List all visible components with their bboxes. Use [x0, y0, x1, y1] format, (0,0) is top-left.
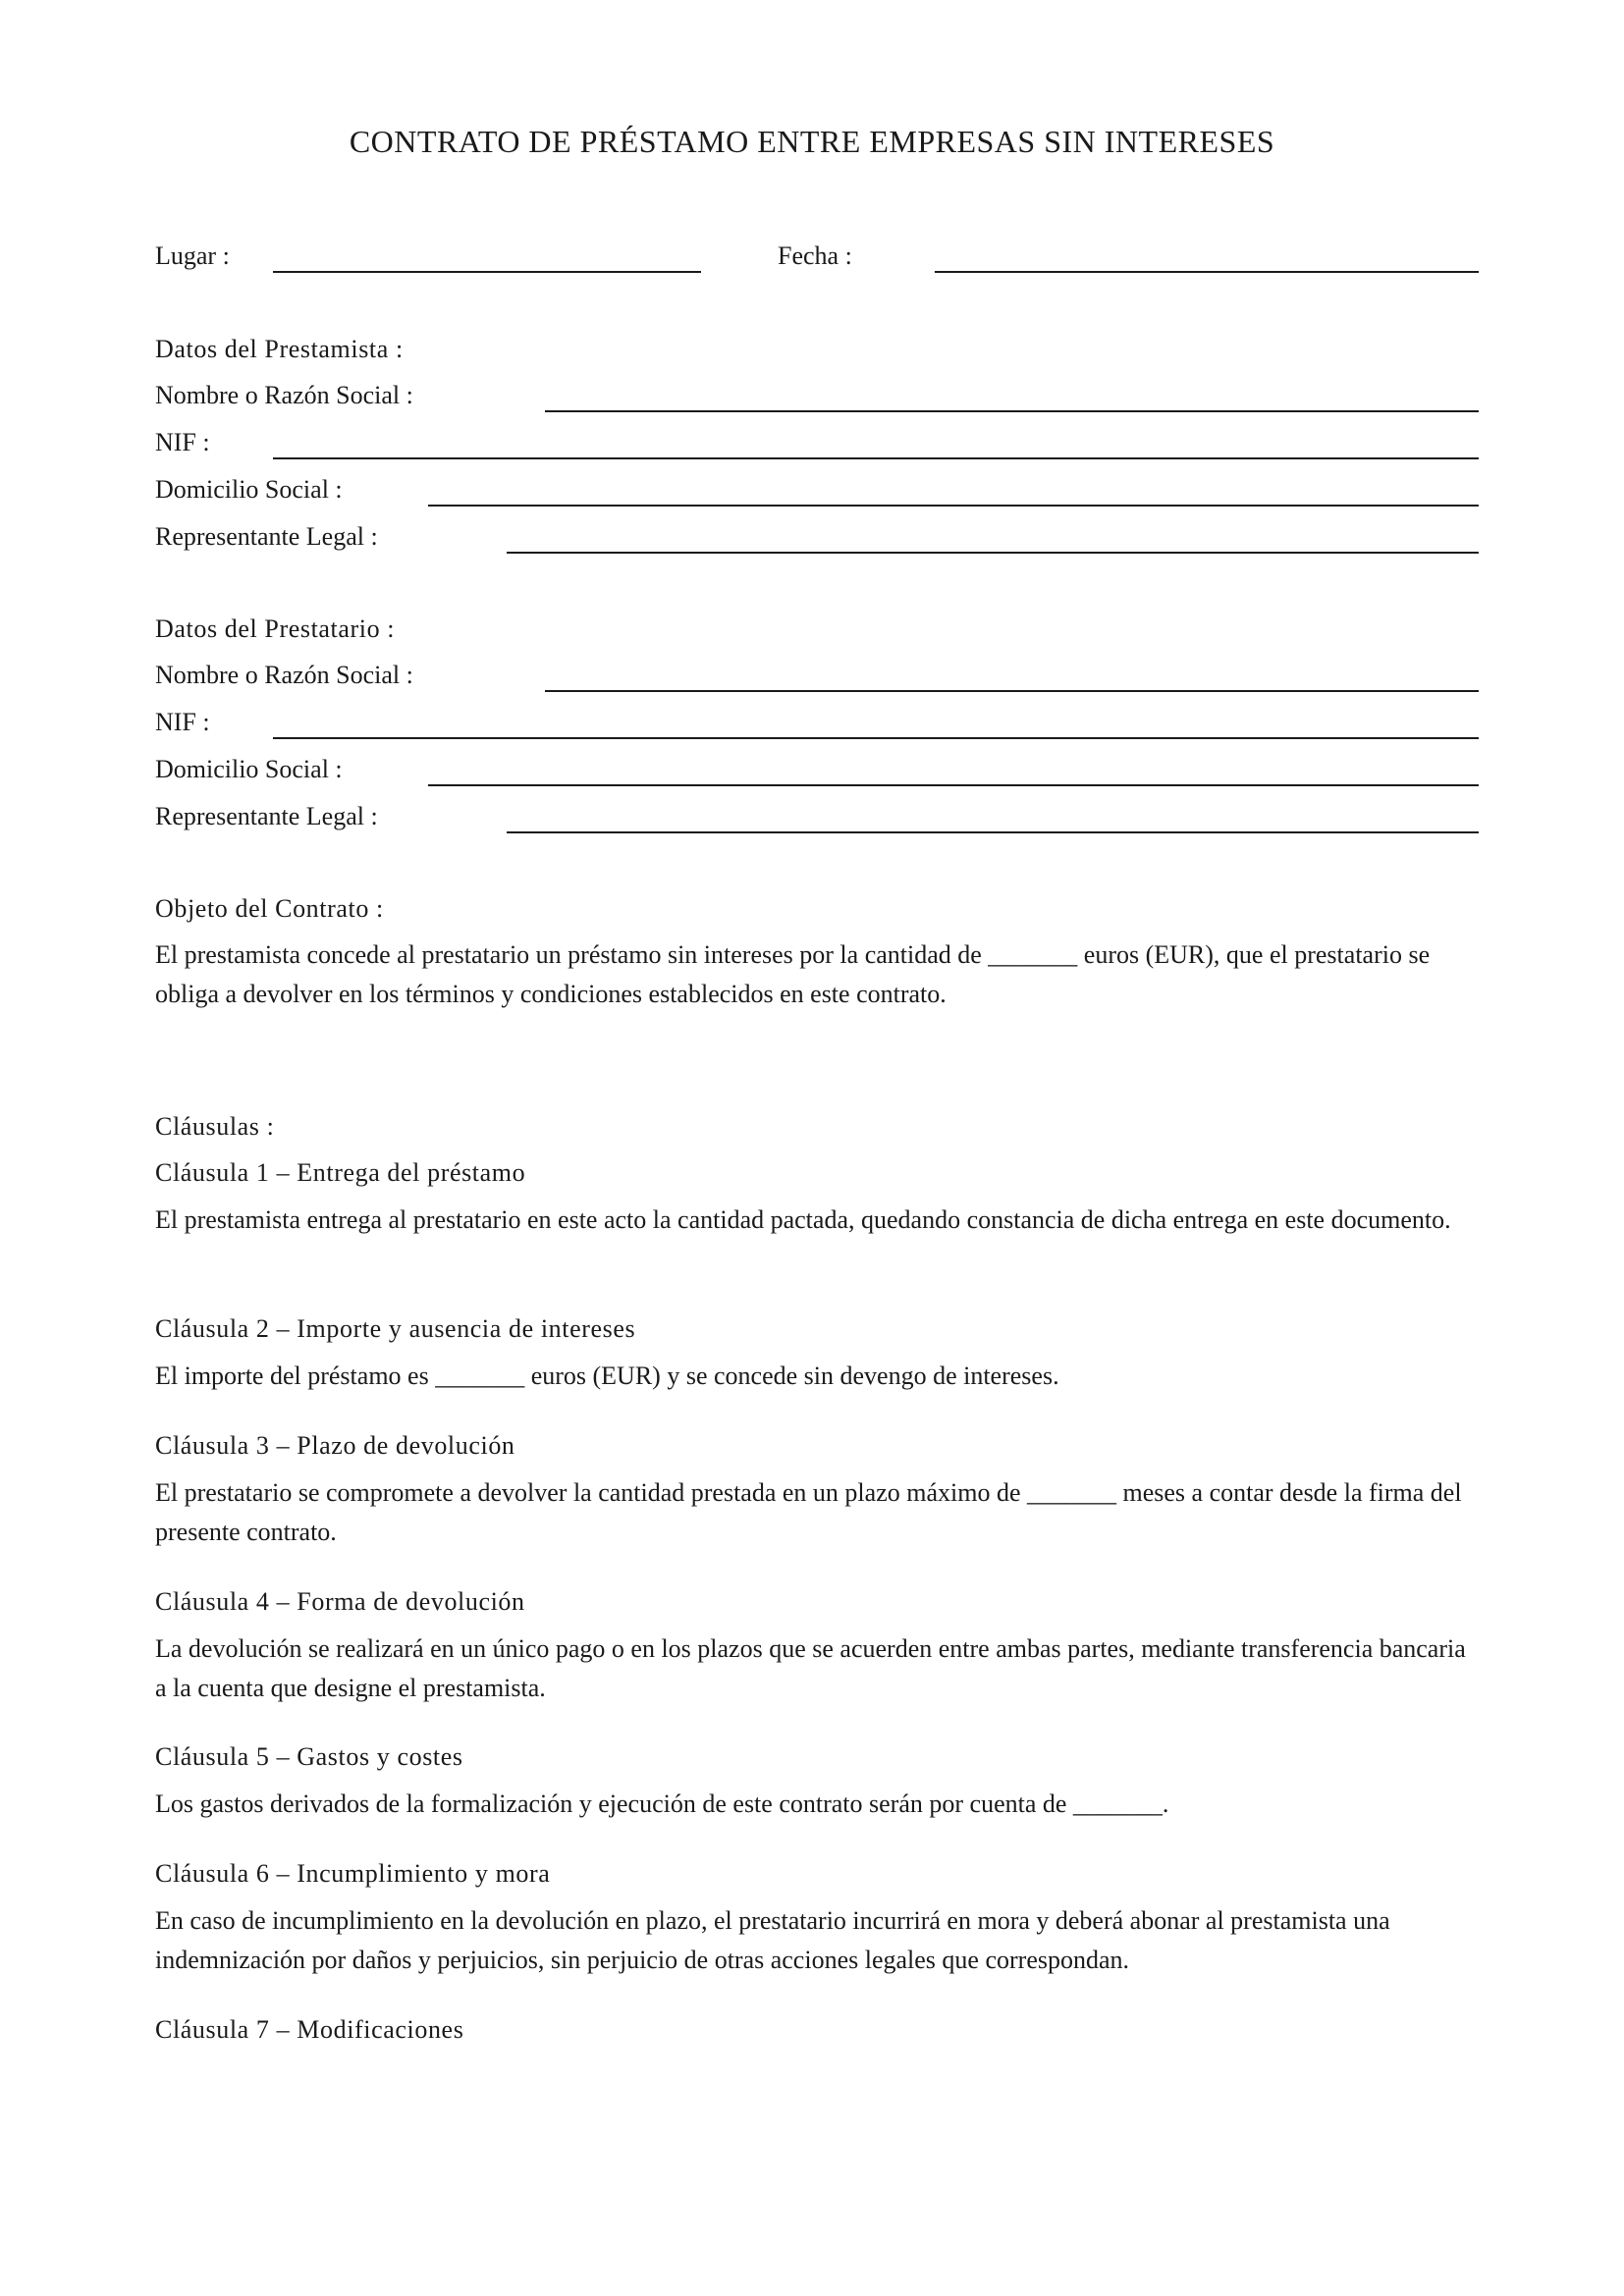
prestamista-nif-field[interactable] — [273, 457, 1479, 459]
objeto-heading: Objeto del Contrato : — [155, 894, 384, 923]
fecha-field[interactable] — [935, 271, 1479, 273]
prestamista-heading: Datos del Prestamista : — [155, 335, 404, 363]
prestatario-domicilio-field[interactable] — [428, 784, 1479, 786]
clausula-7-title: Cláusula 7 – Modificaciones — [155, 2015, 464, 2044]
prestamista-domicilio-label: Domicilio Social : — [155, 475, 343, 504]
prestatario-domicilio-label: Domicilio Social : — [155, 755, 343, 783]
lugar-label: Lugar : — [155, 241, 230, 270]
clausula-3-title: Cláusula 3 – Plazo de devolución — [155, 1431, 515, 1460]
prestamista-nif-label: NIF : — [155, 428, 210, 456]
fecha-label: Fecha : — [778, 241, 852, 270]
prestatario-nombre-label: Nombre o Razón Social : — [155, 661, 413, 689]
lugar-field[interactable] — [273, 271, 701, 273]
prestamista-nombre-field[interactable] — [545, 410, 1479, 412]
prestatario-representante-label: Representante Legal : — [155, 802, 378, 830]
clausula-2-title: Cláusula 2 – Importe y ausencia de intereses — [155, 1314, 636, 1343]
clausula-4-title: Cláusula 4 – Forma de devolución — [155, 1587, 525, 1616]
prestatario-nif-label: NIF : — [155, 708, 210, 736]
clausula-6-text: En caso de incumplimiento en la devolución en plazo, el prestatario incurrirá en mora y deberá abonar al prestamista una indemnización por daños y perjuicios, sin perjuicio de otras acciones legales que correspondan. — [155, 1906, 1390, 1974]
prestatario-nif-field[interactable] — [273, 737, 1479, 739]
prestamista-domicilio-field[interactable] — [428, 505, 1479, 507]
document-title: CONTRATO DE PRÉSTAMO ENTRE EMPRESAS SIN INTERESES — [349, 124, 1275, 159]
clausulas-heading: Cláusulas : — [155, 1112, 275, 1141]
clausula-4-text: La devolución se realizará en un único pago o en los plazos que se acuerden entre ambas partes, mediante transferencia bancaria a la cuenta que designe el prestamista. — [155, 1634, 1466, 1702]
prestatario-representante-field[interactable] — [507, 831, 1479, 833]
prestatario-heading: Datos del Prestatario : — [155, 614, 396, 643]
clausula-6-title: Cláusula 6 – Incumplimiento y mora — [155, 1859, 551, 1888]
prestamista-representante-field[interactable] — [507, 552, 1479, 554]
clausula-1-title: Cláusula 1 – Entrega del préstamo — [155, 1158, 526, 1187]
clausula-3-text: El prestatario se compromete a devolver la cantidad prestada en un plazo máximo de _______ meses a contar desde la firma del presente contrato. — [155, 1478, 1462, 1546]
clausula-5-text: Los gastos derivados de la formalización y ejecución de este contrato serán por cuenta de _______. — [155, 1789, 1169, 1818]
objeto-text: El prestamista concede al prestatario un préstamo sin intereses por la cantidad de _______ euros (EUR), que el prestatario se obliga a devolver en los términos y condiciones establecidos en este contrato. — [155, 940, 1431, 1008]
prestamista-nombre-label: Nombre o Razón Social : — [155, 381, 413, 409]
prestatario-nombre-field[interactable] — [545, 690, 1479, 692]
clausula-2-text: El importe del préstamo es _______ euros (EUR) y se concede sin devengo de intereses. — [155, 1362, 1059, 1390]
prestamista-representante-label: Representante Legal : — [155, 522, 378, 551]
clausula-5-title: Cláusula 5 – Gastos y costes — [155, 1742, 463, 1771]
clausula-1-text: El prestamista entrega al prestatario en este acto la cantidad pactada, quedando constancia de dicha entrega en este documento. — [155, 1205, 1451, 1234]
